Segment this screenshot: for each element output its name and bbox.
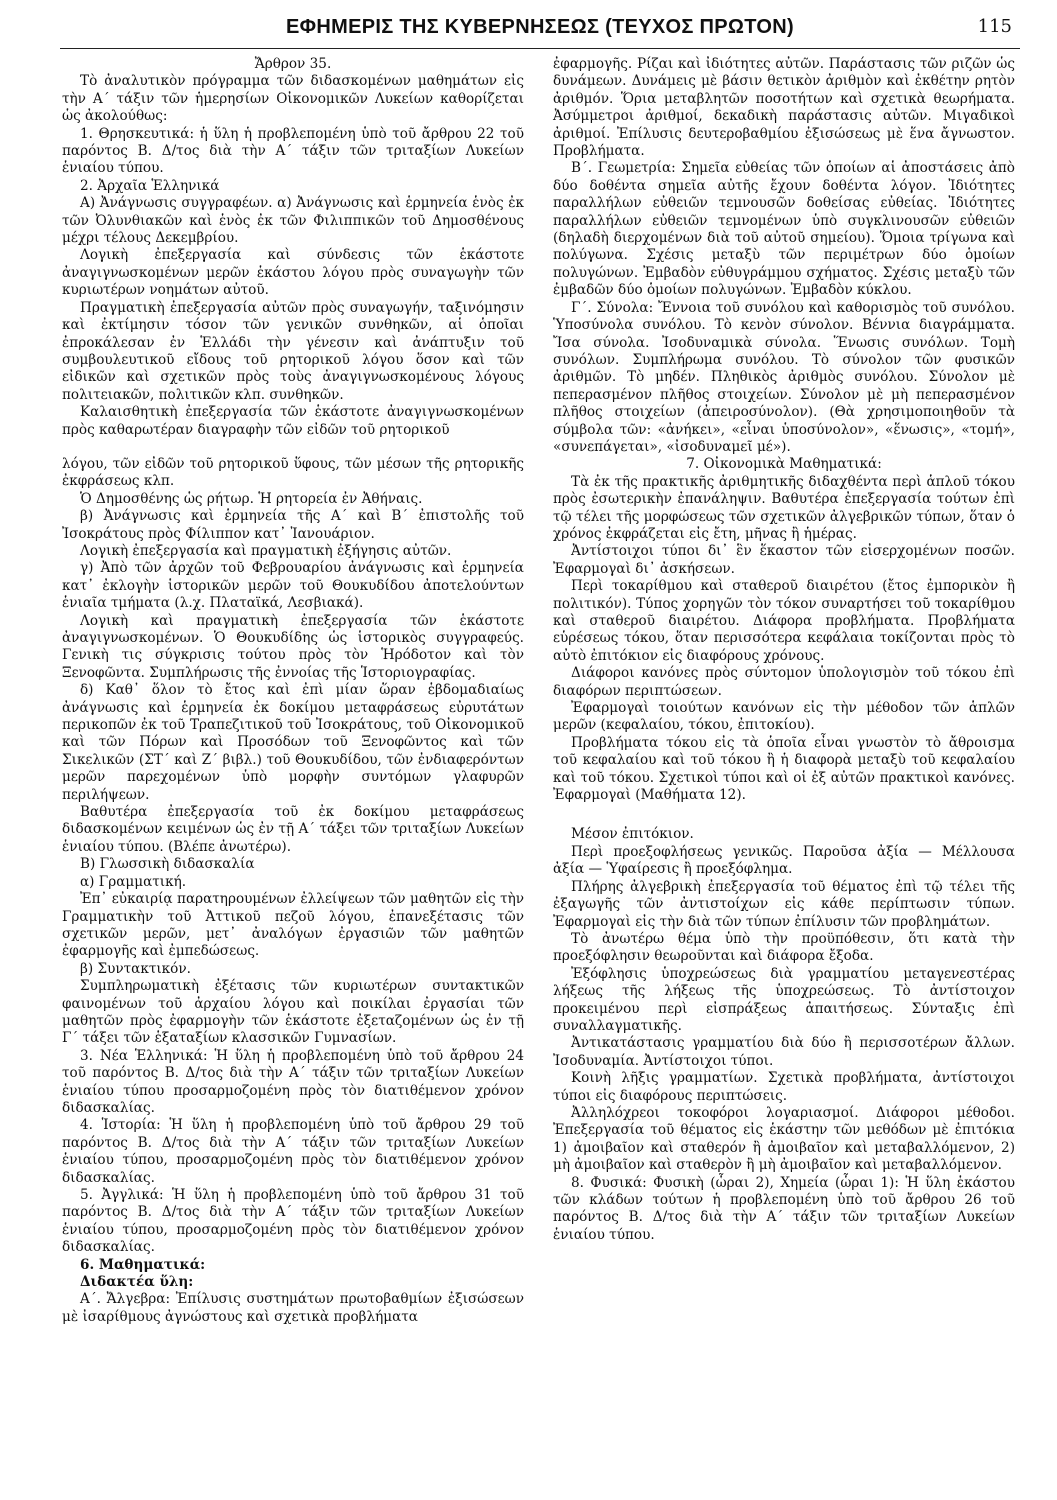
paragraph: Περὶ τοκαρίθμου καὶ σταθεροῦ διαιρέτου (ἔτος ἐμπορικὸν ἢ πολιτικόν). Τύπος χορηγῶν τὸν τόκον συναρτήσει τοῦ τοκαρίθμου καὶ σταθεροῦ διαιρέτου. Διάφορα προβλήματα. Προβλήματα εὑρέσεως τόκου, ὅταν περισσότερα κεφάλαια τοκίζονται πρὸς τὸ αὐτὸ ἐπιτόκιον εἰς διαφόρους χρόνους. [553,578,1015,664]
paragraph: Β΄. Γεωμετρία: Σημεῖα εὐθείας τῶν ὁποίων αἱ ἀποστάσεις ἀπὸ δύο δοθέντα σημεῖα αὐτῆς ἔχουν δοθέντα λόγον. Ἰδιότητες παραλλήλων εὐθειῶν τεμνουσῶν δοθείσας εὐθείας. Ἰδιότητες παραλλήλων εὐθειῶν τεμνομένων ὑπὸ συγκλινουσῶν εὐθειῶν (δηλαδὴ διερχομένων διὰ τοῦ αὐτοῦ σημείου). Ὅμοια τρίγωνα καὶ πολύγωνα. Σχέσις μεταξὺ τῶν περιμέτρων δύο ὁμοίων πολυγώνων. Ἐμβαδὸν εὐθυγράμμου σχήματος. Σχέσις μεταξὺ τῶν ἐμβαδῶν δύο ὁμοίων πολυγώνων. Ἐμβαδὸν κύκλου. [553,160,1015,299]
paragraph: Ἀντικατάστασις γραμματίου διὰ δύο ἢ περισσοτέρων ἄλλων. Ἰσοδυναμία. Ἀντίστοιχοι τύποι. [553,1035,1015,1069]
paragraph: Ἐπ᾽ εὐκαιρίᾳ παρατηρουμένων ἐλλείψεων τῶν μαθητῶν εἰς τὴν Γραμματικὴν τοῦ Ἀττικοῦ πεζοῦ λόγου, ἐπανεξέτασις τῶν σχετικῶν μερῶν, μετ᾽ ἀναλόγων ἐργασιῶν τῶν μαθητῶν ἐφαρμογῆς καὶ ἐμπεδώσεως. [62,891,524,960]
paragraph: δ) Καθ᾽ ὅλον τὸ ἔτος καὶ ἐπὶ μίαν ὥραν ἑβδομαδιαίως ἀνάγνωσις καὶ ἑρμηνεία ἐκ δοκίμου μεταφράσεως εὐρυτάτων περικοπῶν ἐκ τοῦ Τραπεζιτικοῦ τοῦ Ἰσοκράτους, τοῦ Οἰκονομικοῦ καὶ τῶν Πόρων καὶ Προσόδων τοῦ Ξενοφῶντος καὶ τῶν Σικελικῶν (ΣΤ΄ καὶ Ζ΄ βιβλ.) τοῦ Θουκυδίδου, τῶν ἐνδιαφερόντων μερῶν παρεχομένων ὑπὸ μορφὴν συντόμων γλαφυρῶν περιλήψεων. [62,682,524,803]
section-heading: 6. Μαθηματικά: [80,1256,206,1273]
paragraph: Κοινὴ λῆξις γραμματίων. Σχετικὰ προβλήματα, ἀντίστοιχοι τύποι εἰς διαφόρους περιπτώσεις. [553,1070,1015,1104]
paragraph: Διάφοροι κανόνες πρὸς σύντομον ὑπολογισμὸν τοῦ τόκου ἐπὶ διαφόρων περιπτώσεων. [553,665,1015,699]
paragraph: ἐφαρμογῆς. Ρίζαι καὶ ἰδιότητες αὐτῶν. Παράστασις τῶν ριζῶν ὡς δυνάμεων. Δυνάμεις μὲ βάσιν θετικὸν ἀριθμὸν καὶ ἐκθέτην ρητὸν ἀριθμόν. Ὅρια μεταβλητῶν ποσοτήτων καὶ σχετικὰ θεωρήματα. Ἀσύμμετροι ἀριθμοί, δεκαδικὴ παράστασις αὐτῶν. Μιγαδικοὶ ἀριθμοί. Ἐπίλυσις δευτεροβαθμίου ἐξισώσεως μὲ ἕνα ἄγνωστον. Προβλήματα. [553,56,1015,160]
paragraph: Ἐξόφλησις ὑποχρεώσεως διὰ γραμματίου μεταγενεστέρας λήξεως τῆς λήξεως τῆς ὑποχρεώσεως. Τὸ ἀντίστοιχον προκειμένου περὶ εἰσπράξεως ἀπαιτήσεως. Σύνταξις ἐπὶ συναλλαγματικῆς. [553,965,1015,1034]
paragraph: 2. Ἀρχαῖα Ἑλληνικά [80,177,220,194]
page-header [60,10,1020,46]
gazette-title: ΕΦΗΜΕΡΙΣ ΤΗΣ ΚΥΒΕΡΝΗΣΕΩΣ (ΤΕΥΧΟΣ ΠΡΩΤΟΝ) [286,16,794,38]
paragraph: Γ΄. Σύνολα: Ἔννοια τοῦ συνόλου καὶ καθορισμὸς τοῦ συνόλου. Ὑποσύνολα συνόλου. Τὸ κενὸν σύνολον. Βέννια διαγράμματα. Ἴσα σύνολα. Ἰσοδυναμικὰ σύνολα. Ἕνωσις συνόλων. Τομὴ συνόλων. Συμπλήρωμα συνόλου. Τὸ σύνολον τῶν φυσικῶν ἀριθμῶν. Τὸ μηδέν. Πληθικὸς ἀριθμὸς συνόλου. Σύνολον μὲ πεπερασμένον πλῆθος στοιχείων. Σύνολον μὲ μὴ πεπερασμένον πλῆθος στοιχείων (ἀπειροσύνολον). (Θὰ χρησιμοποιηθοῦν τὰ σύμβολα τῶν: «ἀνήκει», «εἶναι ὑποσύνολον», «ἕνωσις», «τομή», «συνεπάγεται», «ἰσοδυναμεῖ μέ»). [553,299,1015,455]
paragraph: Ἐφαρμογαὶ τοιούτων κανόνων εἰς τὴν μέθοδον τῶν ἁπλῶν μερῶν (κεφαλαίου, τόκου, ἐπιτοκίου). [553,700,1015,734]
paragraph: Πραγματικὴ ἐπεξεργασία αὐτῶν πρὸς συναγωγήν, ταξινόμησιν καὶ ἐκτίμησιν τόσον τῶν γενικῶν συνθηκῶν, αἱ ὁποῖαι ἐπροκάλεσαν ἐν Ἑλλάδι τὴν γένεσιν καὶ ἀνάπτυξιν τοῦ συμβουλευτικοῦ εἴδους τοῦ ρητορικοῦ λόγου ὅσον καὶ τῶν εἰδικῶν καὶ σχετικῶν πρὸς τοὺς ἀναγιγνωσκομένους λόγους πολιτειακῶν, πολιτικῶν κλπ. συνθηκῶν. [62,299,524,403]
paragraph: Τὸ ἀναλυτικὸν πρόγραμμα τῶν διδασκομένων μαθημάτων εἰς τὴν Α΄ τάξιν τῶν ἡμερησίων Οἰκονομικῶν Λυκείων καθορίζεται ὡς ἀκολούθως: [62,73,524,125]
paragraph: Β) Γλωσσικὴ διδασκαλία [80,856,255,873]
paragraph: Λογικὴ ἐπεξεργασία καὶ σύνδεσις τῶν ἑκάστοτε ἀναγιγνωσκομένων μερῶν ἑκάστου λόγου πρὸς συναγωγὴν τῶν κυριωτέρων νοημάτων αὐτοῦ. [62,247,524,299]
paragraph: Συμπληρωματικὴ ἐξέτασις τῶν κυριωτέρων συντακτικῶν φαινομένων τοῦ ἀρχαίου λόγου καὶ ποικίλαι ἐργασίαι τῶν μαθητῶν πρὸς ἐφαρμογὴν τῶν ἑκάστοτε ἐξεταζομένων ὡς ἐν τῇ Γ΄ τάξει τῶν ἑξαταξίων κλασσικῶν Γυμνασίων. [62,978,524,1047]
paragraph: 1. Θρησκευτικά: ἡ ὕλη ἡ προβλεπομένη ὑπὸ τοῦ ἄρθρου 22 τοῦ παρόντος Β. Δ/τος διὰ τὴν Α΄ τάξιν τῶν τριταξίων Λυκείων ἑνιαίου τύπου. [62,125,524,177]
paragraph: Ἀντίστοιχοι τύποι δι᾽ ἓν ἕκαστον τῶν εἰσερχομένων ποσῶν. Ἐφαρμογαὶ δι᾽ ἀσκήσεων. [553,543,1015,577]
header-divider [60,48,1020,49]
paragraph: Τὸ ἀνωτέρω θέμα ὑπὸ τὴν προϋπόθεσιν, ὅτι κατὰ τὴν προεξόφλησιν θεωροῦνται καὶ διάφορα ἔξοδα. [553,930,1015,965]
paragraph: Προβλήματα τόκου εἰς τὰ ὁποῖα εἶναι γνωστὸν τὸ ἄθροισμα τοῦ κεφαλαίου καὶ τοῦ τόκου ἢ ἡ διαφορὰ μεταξὺ τοῦ κεφαλαίου καὶ τοῦ τόκου. Σχετικοὶ τύποι καὶ οἱ ἐξ αὐτῶν πρακτικοὶ κανόνες. Ἐφαρμογαὶ (Μαθήματα 12). [553,734,1015,804]
section-heading: Διδακτέα ὕλη: [80,1274,194,1291]
section-heading: 7. Οἰκονομικὰ Μαθηματικά: [686,456,882,473]
paragraph: Μέσον ἐπιτόκιον. [571,826,694,843]
paragraph: λόγου, τῶν εἰδῶν τοῦ ρητορικοῦ ὕφους, τῶν μέσων τῆς ρητορικῆς ἐκφράσεως κλπ. [62,455,524,490]
paragraph: Λογικὴ καὶ πραγματικὴ ἐπεξεργασία τῶν ἑκάστοτε ἀναγιγνωσκομένων. Ὁ Θουκυδίδης ὡς ἱστορικὸς συγγραφεύς. Γενικὴ τις σύγκρισις τούτου πρὸς τὸν Ἡρόδοτον καὶ τὸν Ξενοφῶντα. Συμπλήρωσις τῆς ἐννοίας τῆς Ἱστοριογραφίας. [62,612,524,681]
paragraph: Πλήρης ἀλγεβρικὴ ἐπεξεργασία τοῦ θέματος ἐπὶ τῷ τέλει τῆς ἐξαγωγῆς τῶν ἀντιστοίχων εἰς κάθε περίπτωσιν τύπων. Ἐφαρμογαὶ εἰς τὴν διὰ τῶν τύπων ἐπίλυσιν τῶν προβλημάτων. [553,878,1015,930]
paragraph: Α΄. Ἄλγεβρα: Ἐπίλυσις συστημάτων πρωτοβαθμίων ἐξισώσεων μὲ ἰσαρίθμους ἀγνώστους καὶ σχετικὰ προβλήματα [62,1291,524,1325]
paragraph: Τὰ ἐκ τῆς πρακτικῆς ἀριθμητικῆς διδαχθέντα περὶ ἁπλοῦ τόκου πρὸς ἐσωτερικὴν ἐπανάληψιν. Βαθυτέρα ἐπεξεργασία τούτων ἐπὶ τῷ τέλει τῆς μορφώσεως τῶν σχετικῶν ἀλγεβρικῶν τύπων, ὅταν ὁ χρόνος ἐκφράζεται εἰς ἔτη, μῆνας ἢ ἡμέρας. [553,473,1015,542]
paragraph: β) Συντακτικόν. [80,960,191,977]
paragraph: 8. Φυσικά: Φυσικὴ (ὧραι 2), Χημεία (ὧραι 1): Ἡ ὕλη ἑκάστου τῶν κλάδων τούτων ἡ προβλεπομένη ὑπὸ τοῦ ἄρθρου 26 τοῦ παρόντος Β. Δ/τος διὰ τὴν Α΄ τάξιν τῶν τριταξίων Λυκείων ἑνιαίου τύπου. [553,1174,1015,1243]
paragraph: Περὶ προεξοφλήσεως γενικῶς. Παροῦσα ἀξία — Μέλλουσα ἀξία — Ὑφαίρεσις ἢ προεξόφλημα. [553,843,1015,878]
paragraph: 4. Ἱστορία: Ἡ ὕλη ἡ προβλεπομένη ὑπὸ τοῦ ἄρθρου 29 τοῦ παρόντος Β. Δ/τος διὰ τὴν Α΄ τάξιν τῶν τριταξίων Λυκείων ἑνιαίου τύπου, προσαρμοζομένη πρὸς τὸν διατιθέμενον χρόνον διδασκαλίας. [62,1117,524,1186]
paragraph: Βαθυτέρα ἐπεξεργασία τοῦ ἐκ δοκίμου μεταφράσεως διδασκομένων κειμένων ὡς ἐν τῇ Α΄ τάξει τῶν τριταξίων Λυκείων ἑνιαίου τύπου. (Βλέπε ἀνωτέρω). [62,804,524,855]
paragraph: Α) Ἀνάγνωσις συγγραφέων. α) Ἀνάγνωσις καὶ ἑρμηνεία ἑνὸς ἐκ τῶν Ὀλυνθιακῶν καὶ ἑνὸς ἐκ τῶν Φιλιππικῶν τοῦ Δημοσθένους μέχρι τέλους Δεκεμβρίου. [62,195,524,247]
paragraph: Καλαισθητικὴ ἐπεξεργασία τῶν ἑκάστοτε ἀναγιγνωσκομένων πρὸς καθαρωτέραν διαγραφὴν τῶν εἰδῶν τοῦ ρητορικοῦ [62,404,524,438]
paragraph: 3. Νέα Ἑλληνικά: Ἡ ὕλη ἡ προβλεπομένη ὑπὸ τοῦ ἄρθρου 24 τοῦ παρόντος Β. Δ/τος διὰ τὴν Α΄ τάξιν τῶν τριταξίων Λυκείων ἑνιαίου τύπου προσαρμοζομένη πρὸς τὸν διατιθέμενον χρόνον διδασκαλίας. [62,1047,524,1116]
paragraph: Ὁ Δημοσθένης ὡς ρήτωρ. Ἡ ρητορεία ἐν Ἀθήναις. [80,490,423,507]
page-number: 115 [977,16,1012,37]
paragraph: β) Ἀνάγνωσις καὶ ἑρμηνεία τῆς Α΄ καὶ Β΄ ἐπιστολῆς τοῦ Ἰσοκράτους πρὸς Φίλιππον κατ᾽ Ἰανουάριον. [62,508,524,542]
paragraph: 5. Ἀγγλικά: Ἡ ὕλη ἡ προβλεπομένη ὑπὸ τοῦ ἄρθρου 31 τοῦ παρόντος Β. Δ/τος διὰ τὴν Α΄ τάξιν τῶν τριταξίων Λυκείων ἑνιαίου τύπου, προσαρμοζομένη πρὸς τὸν διατιθέμενον χρόνον διδασκαλίας. [62,1187,524,1256]
paragraph: γ) Ἀπὸ τῶν ἀρχῶν τοῦ Φεβρουαρίου ἀνάγνωσις καὶ ἑρμηνεία κατ᾽ ἐκλογὴν ἱστορικῶν μερῶν τοῦ Θουκυδίδου ἀποτελούντων ἑνιαῖα τμήματα (λ.χ. Πλαταϊκά, Λεσβιακά). [62,560,524,612]
article-heading: Ἄρθρον 35. [254,56,332,72]
left-column [62,56,524,1326]
right-column [553,56,1015,1244]
paragraph: Λογικὴ ἐπεξεργασία καὶ πραγματικὴ ἐξήγησις αὐτῶν. [80,542,452,559]
paragraph: Ἀλληλόχρεοι τοκοφόροι λογαριασμοί. Διάφοροι μέθοδοι. Ἐπεξεργασία τοῦ θέματος εἰς ἑκάστην τῶν μεθόδων μὲ ἐπιτόκια 1) ἀμοιβαῖον καὶ σταθερόν ἢ ἀμοιβαῖον καὶ μεταβαλλόμενον, 2) μὴ ἀμοιβαῖον καὶ σταθερὸν ἢ μὴ ἀμοιβαῖον καὶ μεταβαλλόμενον. [553,1104,1015,1174]
paragraph: α) Γραμματική. [80,873,187,890]
